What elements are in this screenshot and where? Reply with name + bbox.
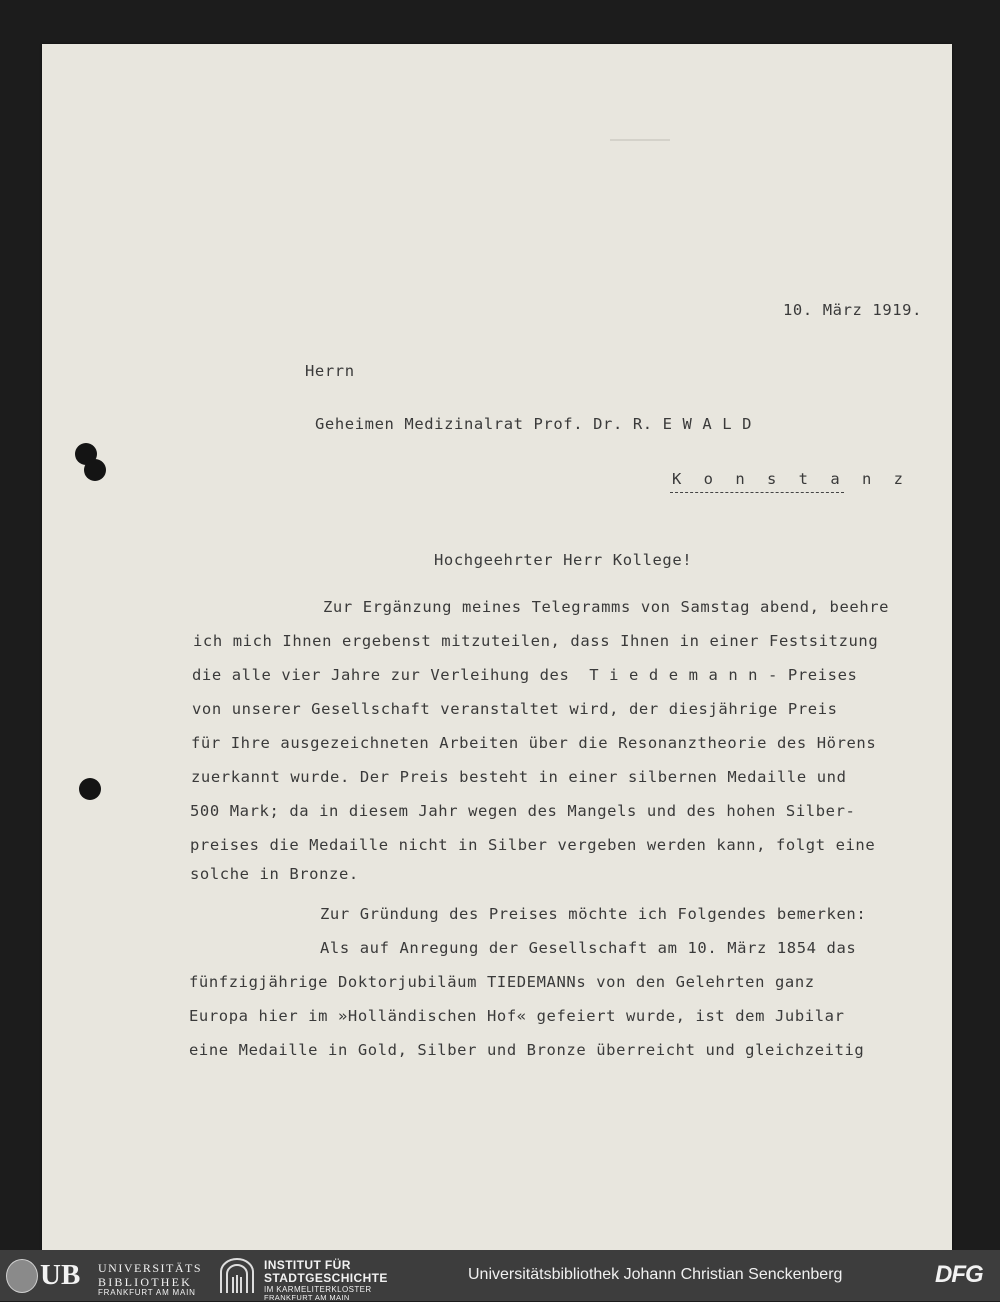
body-line: Zur Gründung des Preises möchte ich Folgendes bemerken: (320, 905, 867, 923)
body-line: preises die Medaille nicht in Silber vergeben werden kann, folgt eine (190, 836, 876, 854)
recipient-name: Geheimen Medizinalrat Prof. Dr. R. E W A L D (315, 415, 752, 433)
institute-arch-icon (218, 1258, 256, 1294)
body-line: fünfzigjährige Doktorjubiläum TIEDEMANNs von den Gelehrten ganz (189, 973, 815, 991)
university-seal-icon (6, 1259, 38, 1293)
body-line: eine Medaille in Gold, Silber und Bronze überreicht und gleichzeitig (189, 1041, 865, 1059)
body-line: Europa hier im »Holländischen Hof« gefeiert wurde, ist dem Jubilar (189, 1007, 845, 1025)
body-line: Als auf Anregung der Gesellschaft am 10. März 1854 das (320, 939, 857, 957)
isg-logo-line2: STADTGESCHICHTE (264, 1271, 388, 1285)
isg-logo-line4: FRANKFURT AM MAIN (264, 1293, 350, 1302)
library-name: Universitätsbibliothek Johann Christian Senckenberg (468, 1266, 843, 1283)
paper-mark (610, 139, 670, 141)
body-line: solche in Bronze. (190, 865, 359, 883)
isg-logo-line1: INSTITUT FÜR (264, 1258, 351, 1272)
body-line: die alle vier Jahre zur Verleihung des T i e d e m a n n - Preises (192, 666, 858, 684)
ub-logo-letters: UB (40, 1259, 81, 1291)
body-line: zuerkannt wurde. Der Preis besteht in einer silbernen Medaille und (191, 768, 847, 786)
ub-logo-line1: UNIVERSITÄTS (98, 1261, 202, 1275)
body-line: Zur Ergänzung meines Telegramms von Samstag abend, beehre (323, 598, 890, 616)
isg-logo-line3: IM KARMELITERKLOSTER (264, 1285, 372, 1294)
salutation-to: Herrn (305, 362, 355, 380)
body-line: ich mich Ihnen ergebenst mitzuteilen, dass Ihnen in einer Festsitzung (193, 632, 879, 650)
body-line: für Ihre ausgezeichneten Arbeiten über die Resonanztheorie des Hörens (191, 734, 877, 752)
letter-date: 10. März 1919. (783, 301, 923, 319)
punch-hole (79, 778, 101, 800)
dfg-logo: DFG (935, 1261, 983, 1288)
city-underline (670, 492, 844, 493)
punch-hole (84, 459, 106, 481)
body-line: von unserer Gesellschaft veranstaltet wird, der diesjährige Preis (192, 700, 838, 718)
ub-logo-line2: BIBLIOTHEK (98, 1275, 192, 1289)
greeting: Hochgeehrter Herr Kollege! (434, 551, 693, 569)
ub-logo-line3: FRANKFURT AM MAIN (98, 1288, 196, 1297)
footer-bar (0, 1250, 1000, 1301)
body-line: 500 Mark; da in diesem Jahr wegen des Mangels und des hohen Silber- (190, 802, 856, 820)
recipient-city: K o n s t a n z (672, 470, 910, 488)
